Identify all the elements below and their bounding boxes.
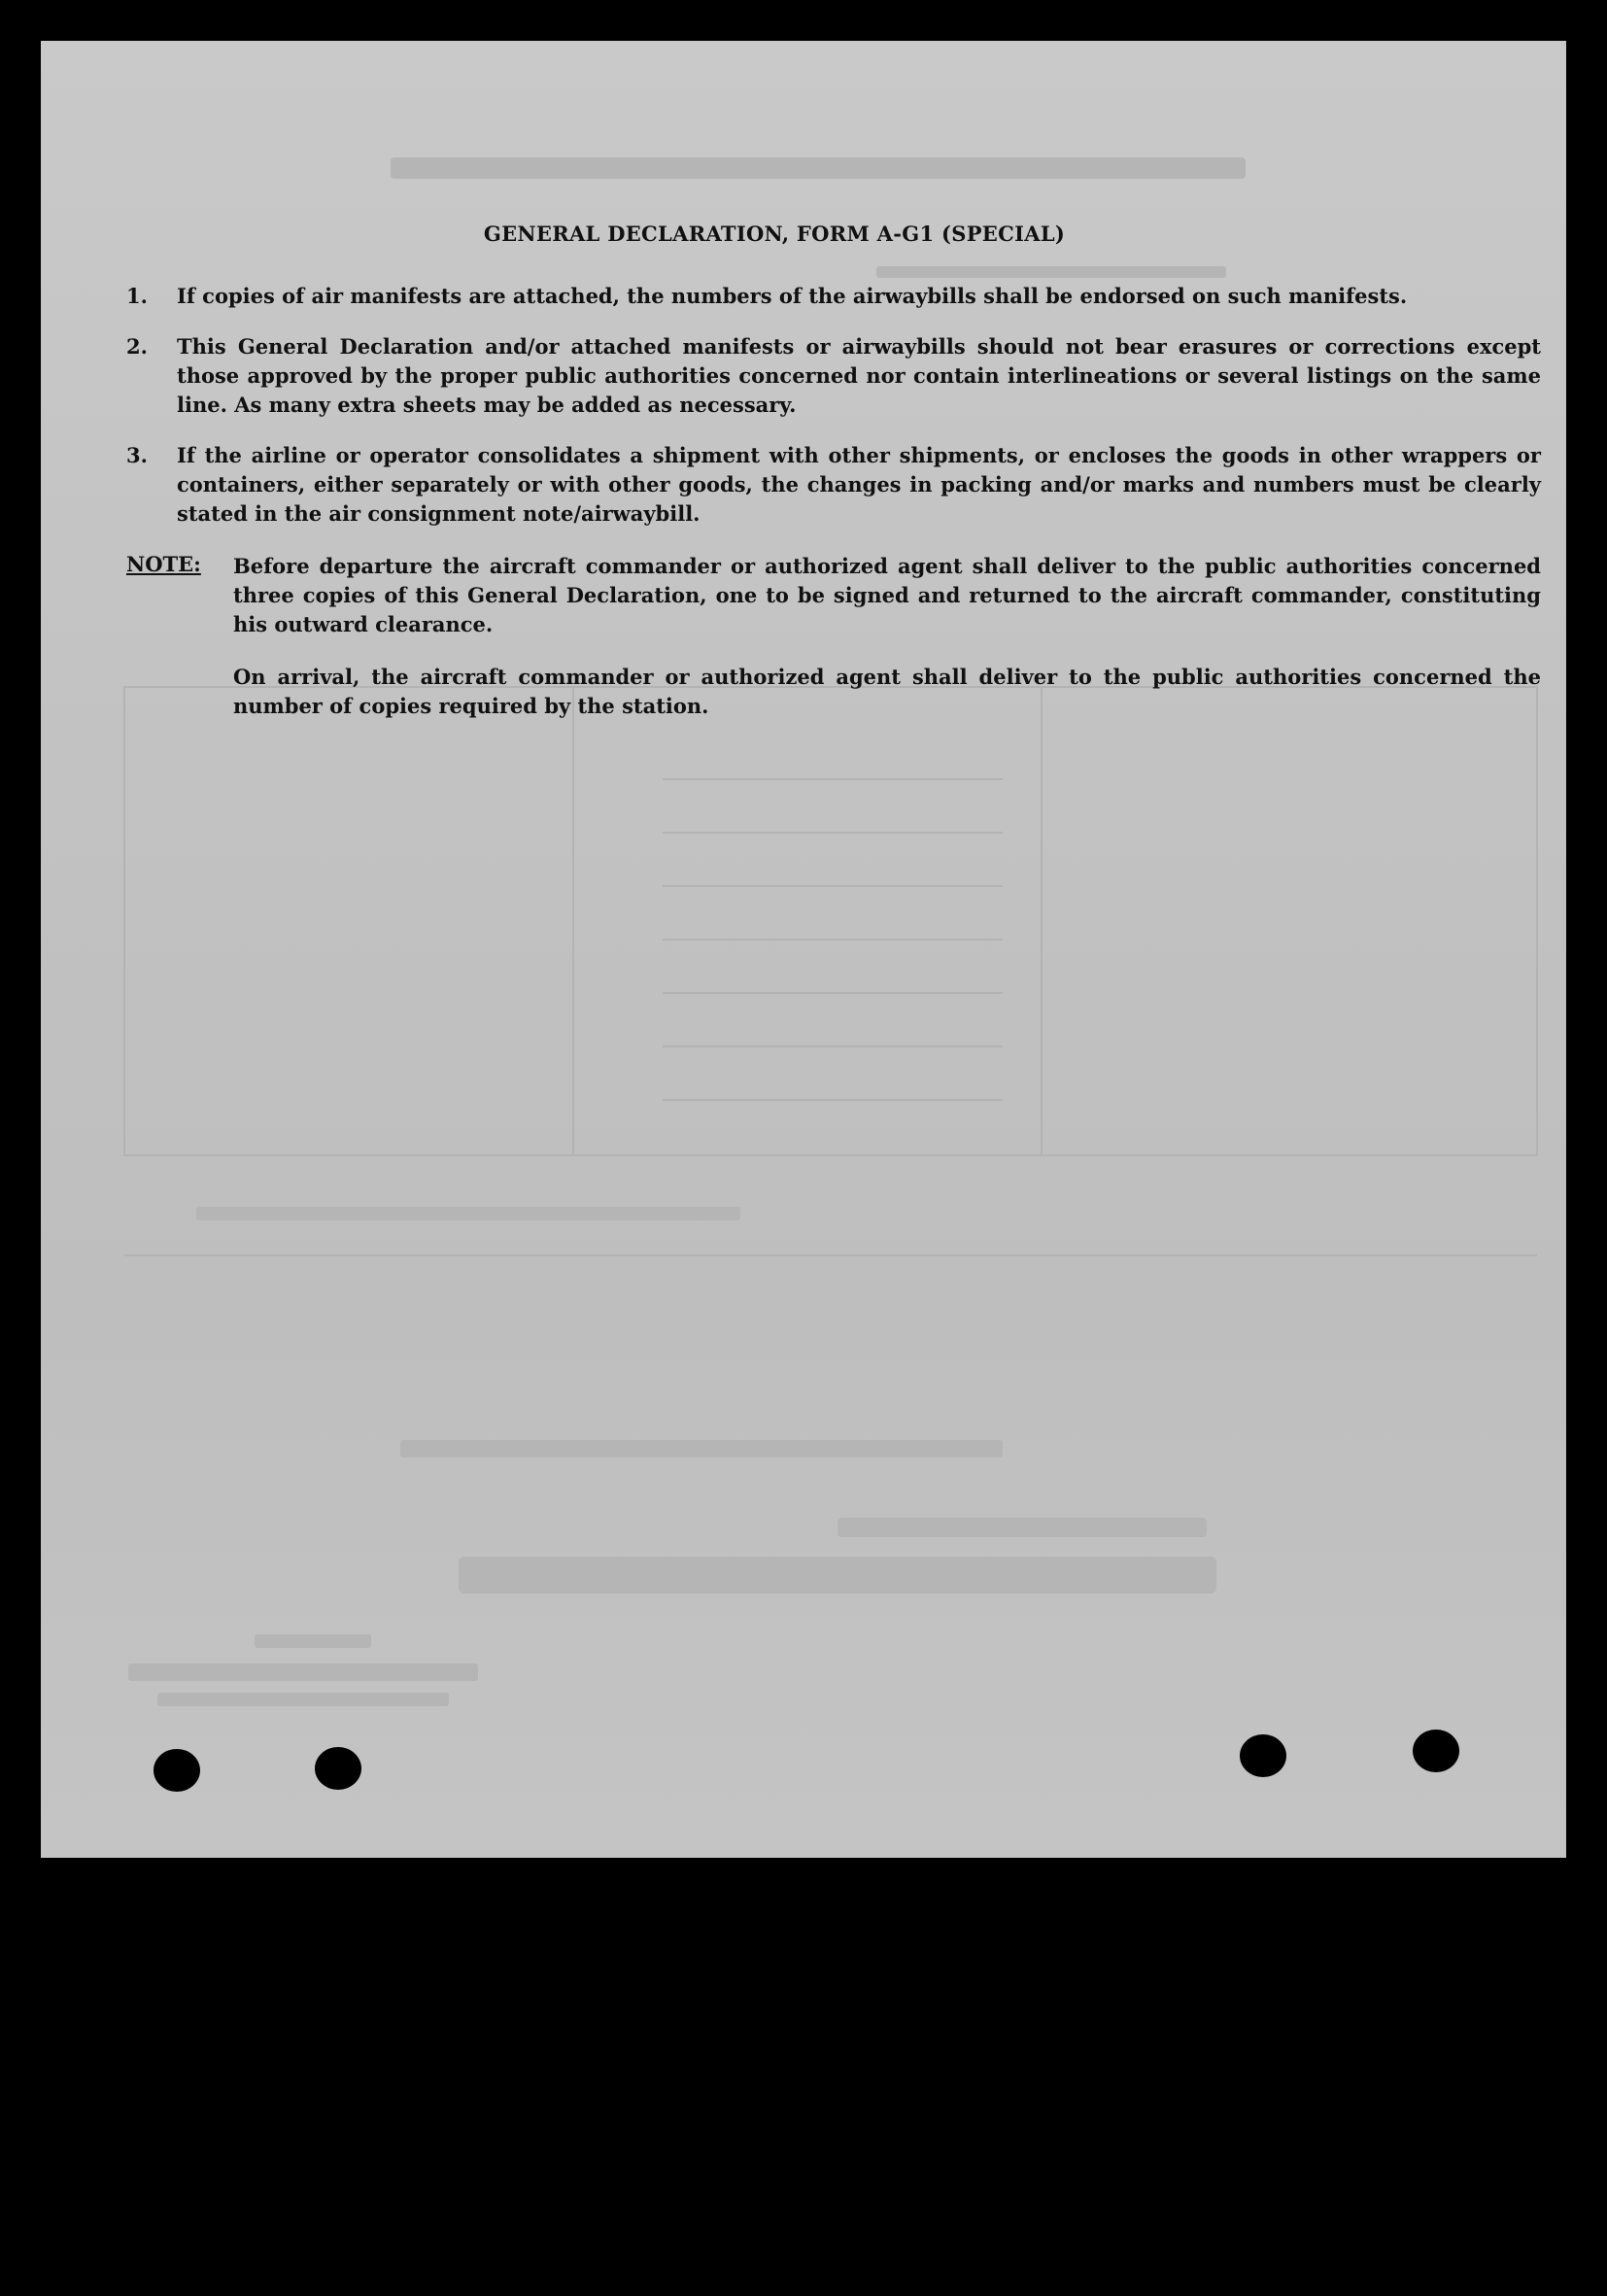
note-paragraph: Before departure the aircraft commander or authorized agent shall deliver to the public authorities concerned three copies of this General Declaration, one to be signed and returned to the aircraft commander, constituting his outward clearance.: [233, 554, 1541, 636]
instruction-text: This General Declaration and/or attached manifests or airwaybills should not bear erasures or corrections except those approved by the proper public authorities concerned nor contain interlineations or several listings on the same line. As many extra sheets may be added as necessary.: [177, 334, 1541, 417]
instruction-number: 2.: [126, 334, 148, 359]
instruction-number: 3.: [126, 443, 148, 467]
form-title: GENERAL DECLARATION, FORM A-G1 (SPECIAL): [483, 222, 1066, 246]
instruction-text: If the airline or operator consolidates a shipment with other shipments, or encloses the goods in other wrappers or containers, either separately or with other goods, the changes in packing and/or marks and numbers must be clearly stated in the air consignment note/airwaybill.: [177, 443, 1541, 526]
note-label: NOTE:: [126, 552, 201, 576]
instruction-text: If copies of air manifests are attached, the numbers of the airwaybills shall be endorsed on such manifests.: [177, 284, 1408, 308]
instruction-item: [126, 332, 1541, 420]
instruction-number: 1.: [126, 284, 148, 308]
punch-hole: [315, 1747, 361, 1790]
instruction-item: [126, 282, 1541, 311]
document-sheet: [41, 41, 1566, 1858]
punch-hole: [1413, 1730, 1459, 1772]
note-paragraph: On arrival, the aircraft commander or authorized agent shall deliver to the public authorities concerned the number of copies required by the station.: [233, 665, 1541, 718]
punch-hole: [1240, 1734, 1286, 1777]
instruction-item: [126, 441, 1541, 529]
punch-hole: [154, 1749, 200, 1792]
reverse-side-show-through: [41, 41, 1566, 1858]
